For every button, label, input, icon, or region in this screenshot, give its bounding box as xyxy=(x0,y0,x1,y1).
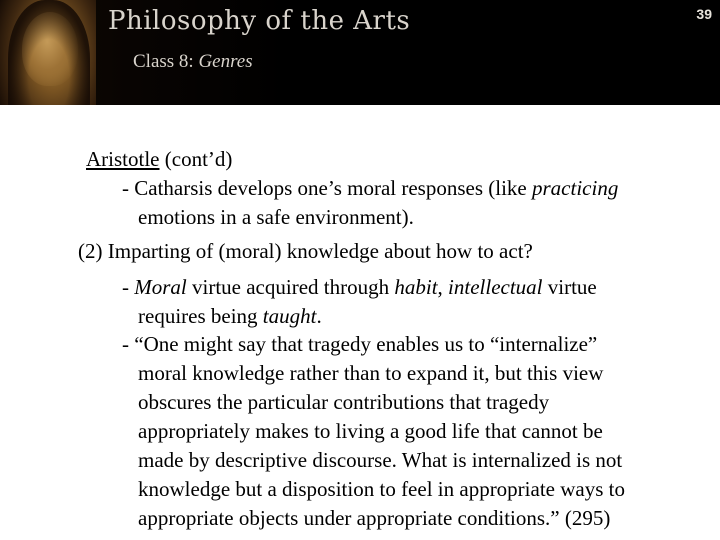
quote-line-1: - “One might say that tragedy enables us to “internalize” xyxy=(122,332,598,356)
aristotle-link[interactable]: Aristotle xyxy=(86,147,160,171)
bullet-catharsis-line-2: emotions in a safe environment). xyxy=(138,205,414,229)
quote-line-2: moral knowledge rather than to expand it, but this view xyxy=(138,361,604,385)
bullet-text: , xyxy=(437,275,449,299)
bullet-text: - xyxy=(122,275,135,299)
bullet-italic: practicing xyxy=(532,176,619,200)
course-title: Philosophy of the Arts xyxy=(108,6,411,36)
section-heading xyxy=(86,145,232,174)
bullet-virtue-line-1 xyxy=(122,273,597,302)
quote-line-6: knowledge but a disposition to feel in appropriate ways to xyxy=(138,477,625,501)
bullet-italic: taught xyxy=(262,304,317,328)
bullet-text: virtue acquired through xyxy=(186,275,395,299)
bullet-italic: Moral xyxy=(134,275,187,299)
heading-suffix: (cont’d) xyxy=(159,147,233,171)
bullet-text: . xyxy=(316,304,322,328)
bullet-text: requires being xyxy=(138,304,263,328)
bullet-catharsis-line-1 xyxy=(122,174,618,203)
class-prefix: Class 8: xyxy=(133,51,199,72)
slide-number: 39 xyxy=(696,6,712,22)
bullet-text: virtue xyxy=(542,275,597,299)
bullet-virtue-line-2 xyxy=(138,302,322,331)
quote-line-7: appropriate objects under appropriate conditions.” (295) xyxy=(138,506,611,530)
bullet-italic: intellectual xyxy=(448,275,543,299)
quote-line-4: appropriately makes to living a good life that cannot be xyxy=(138,419,603,443)
bullet-text: - Catharsis develops one’s moral responses (like xyxy=(122,176,532,200)
quote-line-3: obscures the particular contributions that tragedy xyxy=(138,390,550,414)
bullet-italic: habit xyxy=(394,275,438,299)
point-2-heading: (2) Imparting of (moral) knowledge about how to act? xyxy=(78,239,533,263)
class-name: Genres xyxy=(198,51,253,72)
quote-line-5: made by descriptive discourse. What is internalized is not xyxy=(138,448,623,472)
